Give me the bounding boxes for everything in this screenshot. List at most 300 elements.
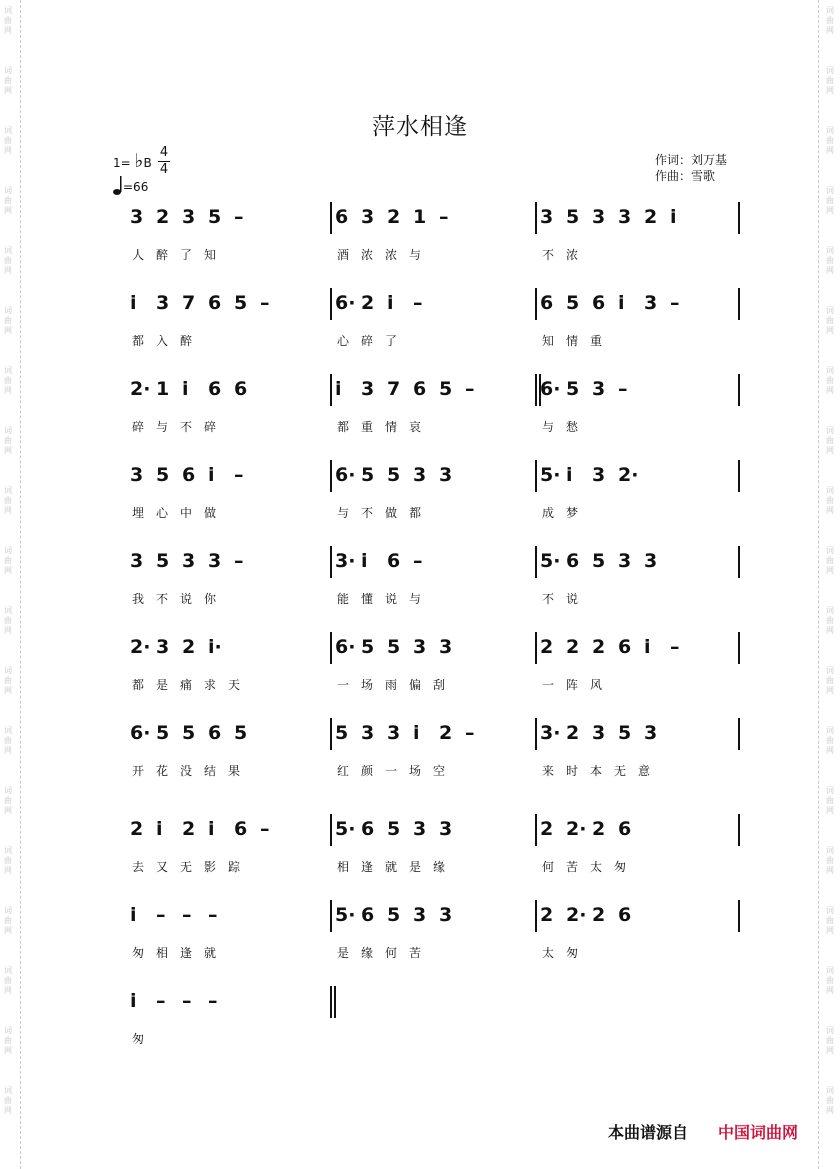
watermark-text: 词 曲 网	[826, 966, 834, 995]
lyric: 入	[156, 334, 169, 348]
note: 6	[387, 550, 401, 572]
note: 3	[387, 722, 401, 744]
note: 5	[361, 464, 375, 486]
lyric: 时	[566, 764, 579, 778]
lyric: 与	[409, 592, 422, 606]
lyric: 我	[132, 592, 145, 606]
barline	[535, 546, 537, 578]
lyric: 天	[228, 678, 241, 692]
lyric: 缘	[433, 860, 446, 874]
lyric: 能	[337, 592, 350, 606]
repeat-barline	[330, 900, 332, 932]
lyric: 哀	[409, 420, 422, 434]
lyric: 碎	[132, 420, 145, 434]
barline	[738, 374, 740, 406]
barline	[330, 814, 332, 846]
note: 3	[361, 206, 375, 228]
lyric: 求	[204, 678, 217, 692]
note: 3	[413, 818, 427, 840]
barline	[330, 460, 332, 492]
watermark-text: 词 曲 网	[4, 786, 12, 815]
watermark-text: 词 曲 网	[826, 366, 834, 395]
lyric: 都	[132, 678, 145, 692]
lyric: 果	[228, 764, 241, 778]
tempo-marking	[113, 176, 148, 196]
lyric: 本	[590, 764, 603, 778]
watermark-text: 词 曲 网	[4, 906, 12, 935]
barline	[535, 718, 537, 750]
lyric: 都	[337, 420, 350, 434]
lyric: 一	[542, 678, 555, 692]
barline	[738, 814, 740, 846]
note: 5	[387, 464, 401, 486]
lyric: 碎	[204, 420, 217, 434]
lyric: 何	[542, 860, 555, 874]
note: 3·	[540, 722, 561, 744]
note: 3	[618, 550, 632, 572]
watermark-text: 词 曲 网	[4, 126, 12, 155]
note: i	[413, 722, 420, 744]
lyrics-line	[0, 246, 840, 266]
lyric: 与	[156, 420, 169, 434]
note: 6	[361, 904, 375, 926]
lyric: 懂	[361, 592, 374, 606]
lyric: 雨	[385, 678, 398, 692]
note: 3	[592, 206, 606, 228]
lyric: 了	[180, 248, 193, 262]
time-signature	[158, 145, 170, 178]
barline	[738, 460, 740, 492]
lyric: 太	[542, 946, 555, 960]
note: i	[566, 464, 573, 486]
lyric: 就	[385, 860, 398, 874]
lyric: 是	[337, 946, 350, 960]
watermark-text: 词 曲 网	[826, 66, 834, 95]
note: 6	[361, 818, 375, 840]
note: 3	[130, 550, 144, 572]
note: 3	[618, 206, 632, 228]
lyric: 说	[385, 592, 398, 606]
lyric: 知	[542, 334, 555, 348]
lyric: 梦	[566, 506, 579, 520]
lyric: 一	[385, 764, 398, 778]
lyric: 偏	[409, 678, 422, 692]
note: 2	[540, 818, 554, 840]
lyrics-line	[0, 676, 840, 696]
note: 2·	[130, 378, 151, 400]
note: i	[182, 378, 189, 400]
lyric: 不	[361, 506, 374, 520]
lyrics-line	[0, 504, 840, 524]
note: 5	[156, 464, 170, 486]
note: 3	[156, 636, 170, 658]
watermark-text: 词 曲 网	[4, 606, 12, 635]
watermark-text: 词 曲 网	[4, 1026, 12, 1055]
lyric: 都	[132, 334, 145, 348]
note: 2·	[618, 464, 639, 486]
note: –	[234, 464, 244, 486]
note: 5	[566, 292, 580, 314]
lyric: 中	[180, 506, 193, 520]
barline	[535, 460, 537, 492]
note: –	[413, 292, 423, 314]
watermark-text: 词 曲 网	[4, 486, 12, 515]
note: –	[670, 292, 680, 314]
double-barline	[330, 986, 332, 1018]
note: i·	[208, 636, 222, 658]
barline	[330, 546, 332, 578]
watermark-text: 词 曲 网	[826, 486, 834, 515]
lyric: 逢	[180, 946, 193, 960]
note: 6	[182, 464, 196, 486]
lyrics-line	[0, 332, 840, 352]
note: 6·	[540, 378, 561, 400]
note: 3	[208, 550, 222, 572]
lyric: 苦	[566, 860, 579, 874]
note: –	[439, 206, 449, 228]
barline	[535, 288, 537, 320]
lyric: 去	[132, 860, 145, 874]
note: i	[644, 636, 651, 658]
note: 6	[208, 292, 222, 314]
lyric: 醉	[180, 334, 193, 348]
lyric: 相	[337, 860, 350, 874]
note: 7	[387, 378, 401, 400]
lyric: 匆	[566, 946, 579, 960]
note: i	[387, 292, 394, 314]
lyrics-line	[0, 418, 840, 438]
note: 3	[182, 206, 196, 228]
note: 3	[130, 206, 144, 228]
watermark-text: 词 曲 网	[826, 426, 834, 455]
lyric: 无	[614, 764, 627, 778]
lyric: 情	[566, 334, 579, 348]
tempo-value: =66	[123, 180, 149, 194]
watermark-text: 词 曲 网	[826, 1026, 834, 1055]
note: 5	[335, 722, 349, 744]
note: 3	[540, 206, 554, 228]
credits	[655, 152, 727, 184]
note: –	[234, 550, 244, 572]
note: 2·	[566, 818, 587, 840]
lyric: 酒	[337, 248, 350, 262]
watermark-text: 词 曲 网	[4, 546, 12, 575]
note: i	[208, 464, 215, 486]
lyric: 做	[204, 506, 217, 520]
note: 1	[413, 206, 427, 228]
notes-line	[0, 718, 840, 750]
note: 3	[361, 722, 375, 744]
note: 6	[234, 378, 248, 400]
lyric: 没	[180, 764, 193, 778]
lyric: 意	[638, 764, 651, 778]
note: 6	[592, 292, 606, 314]
double-barline	[535, 374, 537, 406]
lyric: 来	[542, 764, 555, 778]
lyric: 与	[337, 506, 350, 520]
lyric: 红	[337, 764, 350, 778]
lyric: 浓	[361, 248, 374, 262]
note: 5	[439, 378, 453, 400]
lyrics-line	[0, 944, 840, 964]
watermark-text: 词 曲 网	[4, 1086, 12, 1115]
watermark-text: 词 曲 网	[826, 666, 834, 695]
note: –	[413, 550, 423, 572]
note: 6	[335, 206, 349, 228]
watermark-text: 词 曲 网	[4, 66, 12, 95]
note: 2	[592, 818, 606, 840]
note: 5·	[335, 904, 356, 926]
brand-link[interactable]: 中国词曲网	[718, 1123, 799, 1142]
lyric: 心	[156, 506, 169, 520]
lyric: 浓	[566, 248, 579, 262]
lyric: 空	[433, 764, 446, 778]
note: 3	[413, 464, 427, 486]
notes-line	[0, 632, 840, 664]
notes-line	[0, 986, 840, 1018]
note: 6	[566, 550, 580, 572]
lyric: 了	[385, 334, 398, 348]
key-note: B	[143, 156, 152, 170]
note: 3	[439, 818, 453, 840]
lyric: 不	[156, 592, 169, 606]
time-signature-bottom: 4	[159, 162, 169, 177]
note: 5	[361, 636, 375, 658]
note: –	[465, 378, 475, 400]
lyric: 人	[132, 248, 145, 262]
barline	[535, 814, 537, 846]
note: 2	[439, 722, 453, 744]
note: i	[130, 990, 137, 1012]
note: 2	[540, 904, 554, 926]
lyric: 逢	[361, 860, 374, 874]
note: 2	[592, 636, 606, 658]
watermark-text: 词 曲 网	[826, 726, 834, 755]
lyric: 与	[542, 420, 555, 434]
note: 1	[156, 378, 170, 400]
note: –	[260, 818, 270, 840]
watermark-text: 词 曲 网	[826, 786, 834, 815]
note: 5	[234, 722, 248, 744]
watermark-text: 词 曲 网	[826, 906, 834, 935]
watermark-text: 词 曲 网	[826, 1086, 834, 1115]
lyric: 匆	[132, 1032, 145, 1046]
lyric: 成	[542, 506, 555, 520]
note: 6	[208, 722, 222, 744]
note: –	[182, 904, 192, 926]
note: 6	[234, 818, 248, 840]
flat-icon: ♭	[134, 150, 144, 172]
note: 3	[644, 550, 658, 572]
note: i	[130, 292, 137, 314]
watermark-text: 词 曲 网	[4, 366, 12, 395]
note: 3	[439, 636, 453, 658]
note: 2	[592, 904, 606, 926]
note: 6·	[130, 722, 151, 744]
double-barline	[334, 986, 336, 1018]
lyric: 踪	[228, 860, 241, 874]
note: 3	[361, 378, 375, 400]
notes-line	[0, 374, 840, 406]
note: 5·	[540, 550, 561, 572]
notes-line	[0, 460, 840, 492]
barline	[535, 632, 537, 664]
note: 5·	[540, 464, 561, 486]
lyric: 做	[385, 506, 398, 520]
watermark-text: 词 曲 网	[826, 186, 834, 215]
lyric: 颜	[361, 764, 374, 778]
lyric: 太	[590, 860, 603, 874]
barline	[330, 288, 332, 320]
barline	[330, 374, 332, 406]
note: 5	[566, 206, 580, 228]
note: 6	[540, 292, 554, 314]
lyric: 风	[590, 678, 603, 692]
note: 2·	[566, 904, 587, 926]
lyric: 影	[204, 860, 217, 874]
note: 5	[234, 292, 248, 314]
note: 3	[592, 378, 606, 400]
notes-line	[0, 546, 840, 578]
lyric: 浓	[385, 248, 398, 262]
note: 3	[439, 904, 453, 926]
notes-line	[0, 288, 840, 320]
notes-line	[0, 900, 840, 932]
note: 2	[644, 206, 658, 228]
note: 2	[156, 206, 170, 228]
lyrics-line	[0, 1030, 840, 1050]
note: i	[335, 378, 342, 400]
note: –	[208, 904, 218, 926]
song-title: 萍水相逢	[372, 114, 468, 140]
lyric: 不	[542, 248, 555, 262]
note: 5	[592, 550, 606, 572]
note: 3	[182, 550, 196, 572]
note: 2	[182, 818, 196, 840]
lyric: 开	[132, 764, 145, 778]
watermark-text: 词 曲 网	[4, 246, 12, 275]
watermark-text: 词 曲 网	[4, 426, 12, 455]
note: 2·	[130, 636, 151, 658]
barline	[738, 718, 740, 750]
note: 3	[130, 464, 144, 486]
lyric: 就	[204, 946, 217, 960]
note: i	[618, 292, 625, 314]
note: 3	[592, 722, 606, 744]
barline	[738, 202, 740, 234]
note: 6·	[335, 464, 356, 486]
lyric: 都	[409, 506, 422, 520]
barline	[535, 202, 537, 234]
note: –	[618, 378, 628, 400]
note: –	[670, 636, 680, 658]
note: –	[182, 990, 192, 1012]
watermark-text: 词 曲 网	[4, 666, 12, 695]
lyric: 说	[180, 592, 193, 606]
note: 5	[387, 904, 401, 926]
lyric: 碎	[361, 334, 374, 348]
lyric: 你	[204, 592, 217, 606]
note: 5	[387, 636, 401, 658]
watermark-text: 词 曲 网	[4, 306, 12, 335]
note: 3·	[335, 550, 356, 572]
watermark-text: 词 曲 网	[826, 846, 834, 875]
source-label: 本曲谱源自	[608, 1123, 689, 1142]
lyric: 知	[204, 248, 217, 262]
note: i	[130, 904, 137, 926]
lyric: 说	[566, 592, 579, 606]
note: 3	[413, 636, 427, 658]
lyric: 又	[156, 860, 169, 874]
watermark-text: 词 曲 网	[4, 966, 12, 995]
note: 2	[566, 636, 580, 658]
note: i	[208, 818, 215, 840]
note: 5	[387, 818, 401, 840]
note: 6	[208, 378, 222, 400]
lyrics-line	[0, 858, 840, 878]
note: 5	[156, 722, 170, 744]
lyric: 是	[409, 860, 422, 874]
note: i	[361, 550, 368, 572]
lyrics-line	[0, 762, 840, 782]
barline	[330, 202, 332, 234]
note: 6·	[335, 636, 356, 658]
lyric: 痛	[180, 678, 193, 692]
note: 6·	[335, 292, 356, 314]
note: 7	[182, 292, 196, 314]
note: –	[208, 990, 218, 1012]
lyric: 苦	[409, 946, 422, 960]
barline	[535, 900, 537, 932]
lyric: 重	[361, 420, 374, 434]
note: –	[234, 206, 244, 228]
note: 5	[182, 722, 196, 744]
watermark-text: 词 曲 网	[826, 606, 834, 635]
watermark-text: 词 曲 网	[826, 246, 834, 275]
key-label: 1=	[113, 156, 131, 170]
note: 3	[439, 464, 453, 486]
lyric: 重	[590, 334, 603, 348]
barline	[330, 718, 332, 750]
note: –	[465, 722, 475, 744]
lyric: 刮	[433, 678, 446, 692]
note: 3	[644, 292, 658, 314]
watermark-text: 词 曲 网	[4, 726, 12, 755]
note: –	[260, 292, 270, 314]
note: 3	[592, 464, 606, 486]
barline	[738, 546, 740, 578]
lyric: 缘	[361, 946, 374, 960]
note: 6	[618, 818, 632, 840]
note: 5	[566, 378, 580, 400]
lyric: 结	[204, 764, 217, 778]
lyric: 不	[542, 592, 555, 606]
lyric: 情	[385, 420, 398, 434]
note: 3	[644, 722, 658, 744]
composer: 作曲：雪歌	[655, 169, 716, 183]
lyric: 是	[156, 678, 169, 692]
lyric: 何	[385, 946, 398, 960]
watermark-text: 词 曲 网	[826, 306, 834, 335]
note: i	[156, 818, 163, 840]
note: 5	[208, 206, 222, 228]
barline	[330, 632, 332, 664]
watermark-text: 词 曲 网	[826, 126, 834, 155]
note: 3	[156, 292, 170, 314]
lyric: 花	[156, 764, 169, 778]
lyric: 场	[361, 678, 374, 692]
lyric: 不	[180, 420, 193, 434]
